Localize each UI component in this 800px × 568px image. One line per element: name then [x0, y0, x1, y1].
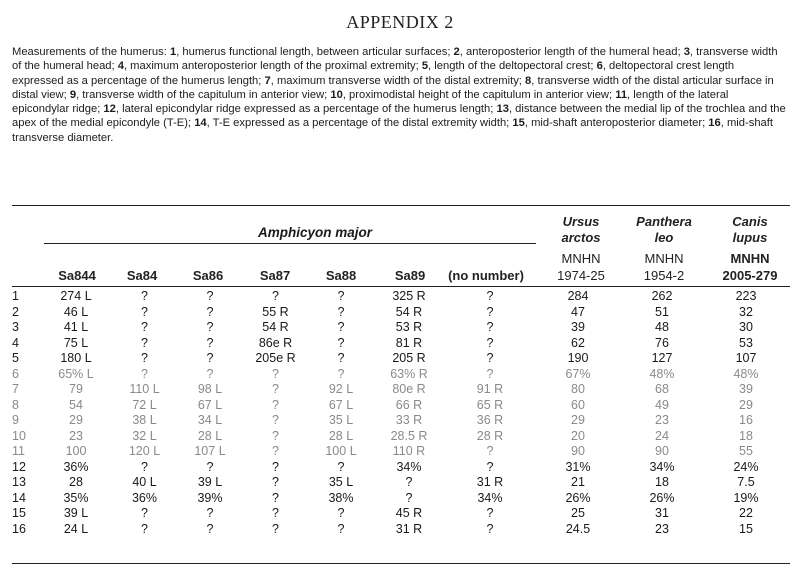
table-cell: 28 — [69, 475, 83, 489]
table-cell: 91 R — [476, 382, 504, 396]
table-cell: ? — [486, 351, 494, 365]
caption-measure-number: 8 — [525, 74, 532, 87]
table-top-rule — [12, 205, 790, 206]
col-header-panthera-num: 1954-2 — [643, 268, 685, 283]
table-cell: 76 — [655, 335, 669, 350]
row-number: 1 — [12, 289, 19, 303]
table-cell: 31 R — [476, 475, 504, 489]
row-number: 7 — [12, 382, 19, 396]
table-cell: 45 R — [395, 506, 423, 520]
caption-measure-number: 1 — [169, 46, 177, 58]
table-cell: 80 — [571, 382, 585, 396]
table-cell: 18 — [655, 475, 669, 489]
caption-text: , length of the lateral epicondylar ridge; — [12, 88, 729, 116]
table-cell: 39% — [197, 490, 223, 505]
table-cell: ? — [272, 490, 279, 505]
group-underline — [44, 243, 536, 244]
caption-measure-number: 6 — [596, 60, 603, 73]
table-cell: 38% — [328, 490, 354, 505]
table-cell: 38 L — [132, 413, 157, 427]
table-cell: 29 — [739, 397, 753, 412]
row-number: 3 — [12, 320, 19, 334]
table-cell: 53 R — [395, 320, 423, 334]
row-number: 5 — [12, 351, 19, 365]
caption-measure-number: 4 — [117, 60, 124, 73]
table-cell: 75 L — [63, 335, 89, 350]
col-header-panthera-species: leo — [654, 230, 674, 245]
table-cell: ? — [272, 444, 279, 458]
caption-measure-number: 13 — [496, 103, 509, 116]
col-header-ursus-genus: Ursus — [562, 214, 600, 229]
table-cell: 62 — [571, 335, 585, 350]
table-cell: 28 R — [476, 428, 504, 443]
table-cell: 86e R — [258, 335, 293, 350]
table-cell: 36% — [131, 490, 158, 505]
group-title-amphicyon: Amphicyon major — [257, 225, 373, 240]
table-cell: ? — [141, 366, 148, 381]
table-cell: ? — [486, 320, 494, 334]
table-row — [10, 506, 788, 522]
table-cell: 100 L — [325, 444, 357, 458]
table-cell: 24 L — [63, 521, 89, 536]
table-cell: ? — [337, 459, 345, 474]
caption-text: , transverse width of the humeral head; — [12, 46, 778, 73]
table-cell: 81 R — [395, 335, 423, 350]
table-cell: 16 — [739, 413, 753, 427]
table-cell: 190 — [567, 351, 589, 365]
table-cell: 31% — [565, 459, 591, 474]
table-cell: 28 L — [328, 428, 354, 443]
table-cell: 68 — [655, 382, 669, 396]
col-header-sa86: Sa86 — [192, 268, 224, 283]
table-cell: 18 — [739, 428, 753, 443]
table-cell: 24 — [655, 428, 669, 443]
table-cell: 19% — [733, 490, 759, 505]
table-cell: 100 — [65, 444, 87, 458]
table-cell: 21 — [571, 475, 585, 489]
measurements-table — [10, 289, 788, 537]
table-cell: ? — [206, 304, 214, 319]
header-bottom-rule — [12, 286, 790, 287]
table-cell: 34% — [477, 490, 503, 505]
table-cell: 63% R — [390, 366, 428, 381]
caption-text: , distance between the medial lip of the trochlea and the apex of the medial epicondyle (T-E); — [12, 103, 786, 130]
table-cell: 23 — [655, 413, 669, 427]
table-cell: 107 L — [194, 444, 226, 458]
table-caption — [12, 45, 788, 145]
table-cell: 36 R — [476, 413, 504, 427]
table-bottom-rule — [12, 563, 790, 564]
table-cell: 274 L — [60, 289, 92, 303]
caption-text: , maximum transverse width of the distal extremity; — [270, 74, 526, 87]
table-cell: 110 L — [129, 382, 160, 396]
row-number: 16 — [12, 521, 26, 536]
caption-measure-number: 14 — [194, 117, 207, 130]
caption-measure-number: 3 — [683, 46, 690, 58]
table-cell: ? — [272, 382, 279, 396]
table-cell: ? — [206, 459, 214, 474]
table-cell: 54 — [69, 397, 83, 412]
caption-text: , lateral epicondylar ridge expressed as a percentage of the humerus length; — [115, 103, 497, 116]
table-cell: ? — [337, 521, 345, 536]
caption-text: , T-E expressed as a percentage of the distal extremity width; — [206, 117, 513, 130]
table-cell: 51 — [655, 304, 669, 319]
col-header-canis-species: lupus — [732, 230, 768, 245]
table-cell: 36% — [63, 459, 89, 474]
table-cell: 107 — [735, 351, 757, 365]
table-cell: ? — [486, 366, 494, 381]
table-cell: 72 L — [132, 397, 157, 412]
caption-measure-number: 7 — [264, 74, 271, 87]
table-cell: ? — [337, 289, 345, 303]
table-cell: ? — [405, 490, 413, 505]
table-cell: 28 L — [197, 428, 223, 443]
table-row — [10, 336, 788, 352]
table-cell: ? — [206, 506, 214, 520]
table-cell: 54 R — [395, 304, 423, 319]
col-header-sa87: Sa87 — [259, 268, 291, 283]
col-header-panthera-inst: MNHN — [644, 251, 684, 266]
table-row — [10, 444, 788, 460]
table-cell: 32 L — [132, 428, 157, 443]
caption-measure-number: 2 — [453, 46, 460, 58]
table-cell: ? — [141, 304, 148, 319]
table-cell: 48% — [733, 366, 759, 381]
table-cell: 24% — [733, 459, 759, 474]
table-cell: ? — [486, 521, 494, 536]
table-cell: 15 — [739, 521, 753, 536]
table-cell: 284 — [567, 289, 589, 303]
table-cell: 26% — [565, 490, 591, 505]
col-header-canis-inst: MNHN — [730, 251, 770, 266]
col-header-canis-num: 2005-279 — [722, 268, 778, 283]
table-cell: ? — [272, 521, 279, 536]
table-row — [10, 351, 788, 367]
table-cell: 20 — [571, 428, 585, 443]
table-cell: 60 — [571, 397, 585, 412]
table-row — [10, 475, 788, 491]
table-row — [10, 522, 788, 538]
table-cell: 29 — [69, 413, 83, 427]
table-cell: ? — [486, 459, 494, 474]
row-number: 8 — [12, 397, 19, 412]
col-header-sa88: Sa88 — [325, 268, 357, 283]
table-cell: 30 — [739, 320, 753, 334]
table-cell: 262 — [651, 289, 673, 303]
table-cell: 23 — [655, 521, 669, 536]
table-row — [10, 305, 788, 321]
table-cell: ? — [337, 304, 345, 319]
row-number: 15 — [12, 506, 26, 520]
row-number: 11 — [12, 444, 25, 458]
table-cell: ? — [272, 289, 279, 303]
col-header-ursus-species: arctos — [561, 230, 601, 245]
table-cell: 22 — [739, 506, 753, 520]
appendix-title: APPENDIX 2 — [346, 12, 454, 32]
table-cell: 32 — [739, 304, 753, 319]
table-cell: ? — [486, 335, 494, 350]
caption-text: , anteroposterior length of the humeral head; — [459, 46, 684, 58]
table-cell: 7.5 — [737, 475, 755, 489]
table-row — [10, 491, 788, 507]
table-cell: 90 — [655, 444, 669, 458]
table-cell: 66 R — [395, 397, 423, 412]
table-cell: 67% — [565, 366, 591, 381]
caption-text: , mid-shaft transverse diameter. — [12, 117, 773, 144]
table-cell: 33 R — [395, 413, 423, 427]
table-cell: 65% L — [58, 366, 94, 381]
table-cell: ? — [486, 444, 494, 458]
col-header-ursus-inst: MNHN — [561, 251, 601, 266]
table-cell: 65 R — [476, 397, 504, 412]
table-cell: ? — [405, 475, 413, 489]
table-cell: ? — [141, 320, 148, 334]
table-cell: 48% — [649, 366, 675, 381]
table-cell: ? — [206, 335, 214, 350]
row-number: 2 — [12, 304, 19, 319]
col-header-canis-genus: Canis — [732, 214, 768, 229]
table-cell: ? — [206, 320, 214, 334]
table-cell: 325 R — [392, 289, 426, 303]
caption-text: , maximum anteroposterior length of the proximal extremity; — [123, 60, 422, 73]
table-cell: ? — [272, 506, 279, 520]
table-cell: ? — [141, 459, 148, 474]
table-cell: 40 L — [132, 475, 157, 489]
table-cell: 34 L — [197, 413, 223, 427]
table-cell: 67 L — [197, 397, 223, 412]
table-row — [10, 460, 788, 476]
table-cell: 98 L — [197, 382, 223, 396]
table-cell: 67 L — [328, 397, 354, 412]
caption-measure-number: 12 — [103, 103, 116, 116]
table-cell: 120 L — [128, 444, 161, 458]
table-cell: 48 — [655, 320, 669, 334]
table-cell: ? — [272, 459, 279, 474]
caption-text: , transverse width of the capitulum in anterior view; — [76, 88, 331, 101]
caption-measure-number: 5 — [421, 60, 429, 73]
row-number: 14 — [12, 490, 26, 505]
row-number: 6 — [12, 366, 19, 381]
table-cell: ? — [337, 320, 345, 334]
table-row — [10, 398, 788, 414]
table-cell: 55 R — [262, 304, 289, 319]
table-cell: ? — [206, 521, 214, 536]
table-cell: ? — [337, 366, 345, 381]
table-cell: ? — [206, 351, 214, 365]
table-cell: 110 R — [392, 444, 426, 458]
table-cell: 34% — [649, 459, 675, 474]
col-header-sa844: Sa844 — [58, 268, 96, 283]
table-cell: 80e R — [392, 382, 426, 396]
row-number: 10 — [12, 428, 26, 443]
table-cell: ? — [272, 413, 279, 427]
table-cell: 28.5 R — [390, 428, 428, 443]
table-row — [10, 413, 788, 429]
table-cell: ? — [206, 289, 214, 303]
table-row — [10, 320, 788, 336]
table-cell: ? — [337, 506, 345, 520]
table-cell: 34% — [396, 459, 422, 474]
table-cell: ? — [272, 397, 279, 412]
caption-measure-number: 10 — [330, 88, 343, 101]
table-cell: ? — [337, 351, 345, 365]
caption-text: , humerus functional length, between articular surfaces; — [176, 46, 454, 58]
col-header-panthera-genus: Panthera — [636, 214, 692, 229]
table-cell: 39 L — [63, 506, 89, 520]
caption-text: , mid-shaft anteroposterior diameter; — [524, 117, 709, 130]
table-cell: 53 — [739, 335, 753, 350]
table-cell: 127 — [651, 351, 673, 365]
table-cell: ? — [486, 506, 494, 520]
col-header-ursus-num: 1974-25 — [557, 268, 605, 283]
row-number: 12 — [12, 459, 26, 474]
caption-measure-number: 9 — [69, 88, 77, 101]
table-cell: 35 L — [328, 475, 354, 489]
table-cell: 180 L — [60, 351, 92, 365]
table-cell: 35% — [63, 490, 89, 505]
table-cell: 41 L — [63, 320, 89, 334]
caption-measure-number: 16 — [708, 117, 721, 130]
caption-measure-number: 11 — [615, 88, 628, 101]
row-number: 4 — [12, 335, 19, 350]
table-cell: ? — [141, 335, 148, 350]
row-number: 9 — [12, 413, 19, 427]
table-cell: 26% — [649, 490, 675, 505]
caption-text: , length of the deltopectoral crest; — [428, 60, 597, 73]
table-cell: ? — [272, 428, 279, 443]
table-cell: 31 — [655, 506, 669, 520]
table-cell: 46 L — [63, 304, 89, 319]
table-cell: ? — [486, 289, 494, 303]
table-cell: 24.5 — [565, 521, 591, 536]
table-cell: 205e R — [255, 351, 296, 365]
table-cell: 39 L — [197, 475, 223, 489]
table-cell: 47 — [571, 304, 585, 319]
table-row — [10, 367, 788, 383]
table-cell: ? — [272, 475, 279, 489]
table-cell: ? — [337, 335, 345, 350]
table-cell: 23 — [69, 428, 83, 443]
caption-measure-number: 15 — [512, 117, 525, 130]
table-cell: 54 R — [262, 320, 289, 334]
table-cell: ? — [141, 351, 148, 365]
table-cell: ? — [141, 521, 148, 536]
caption-text: , transverse width of the distal articular surface in distal view; — [12, 74, 774, 101]
table-cell: ? — [141, 289, 148, 303]
table-cell: ? — [141, 506, 148, 520]
table-cell: ? — [272, 366, 279, 381]
row-number: 13 — [12, 475, 26, 489]
table-row — [10, 289, 788, 305]
table-cell: 25 — [571, 506, 585, 520]
table-cell: 39 — [571, 320, 585, 334]
table-cell: 31 R — [395, 521, 423, 536]
caption-text: Measurements of the humerus: — [12, 46, 170, 58]
table-cell: 92 L — [328, 382, 354, 396]
col-header-no-number: (no number) — [448, 268, 524, 283]
table-cell: 205 R — [392, 351, 426, 365]
table-row — [10, 382, 788, 398]
table-cell: 29 — [571, 413, 585, 427]
caption-text: , deltopectoral crest length expressed as a percentage of the humerus length; — [12, 60, 735, 87]
table-cell: 39 — [739, 382, 753, 396]
table-cell: 55 — [739, 444, 753, 458]
table-cell: 90 — [571, 444, 585, 458]
col-header-sa89: Sa89 — [394, 268, 426, 283]
table-row — [10, 429, 788, 445]
table-cell: 35 L — [328, 413, 354, 427]
table-cell: 223 — [735, 289, 757, 303]
table-cell: ? — [486, 304, 494, 319]
table-cell: ? — [206, 366, 214, 381]
table-cell: 49 — [655, 397, 669, 412]
col-header-sa84: Sa84 — [126, 268, 158, 283]
table-cell: 79 — [69, 382, 83, 396]
caption-text: , proximodistal height of the capitulum in anterior view; — [342, 88, 616, 101]
